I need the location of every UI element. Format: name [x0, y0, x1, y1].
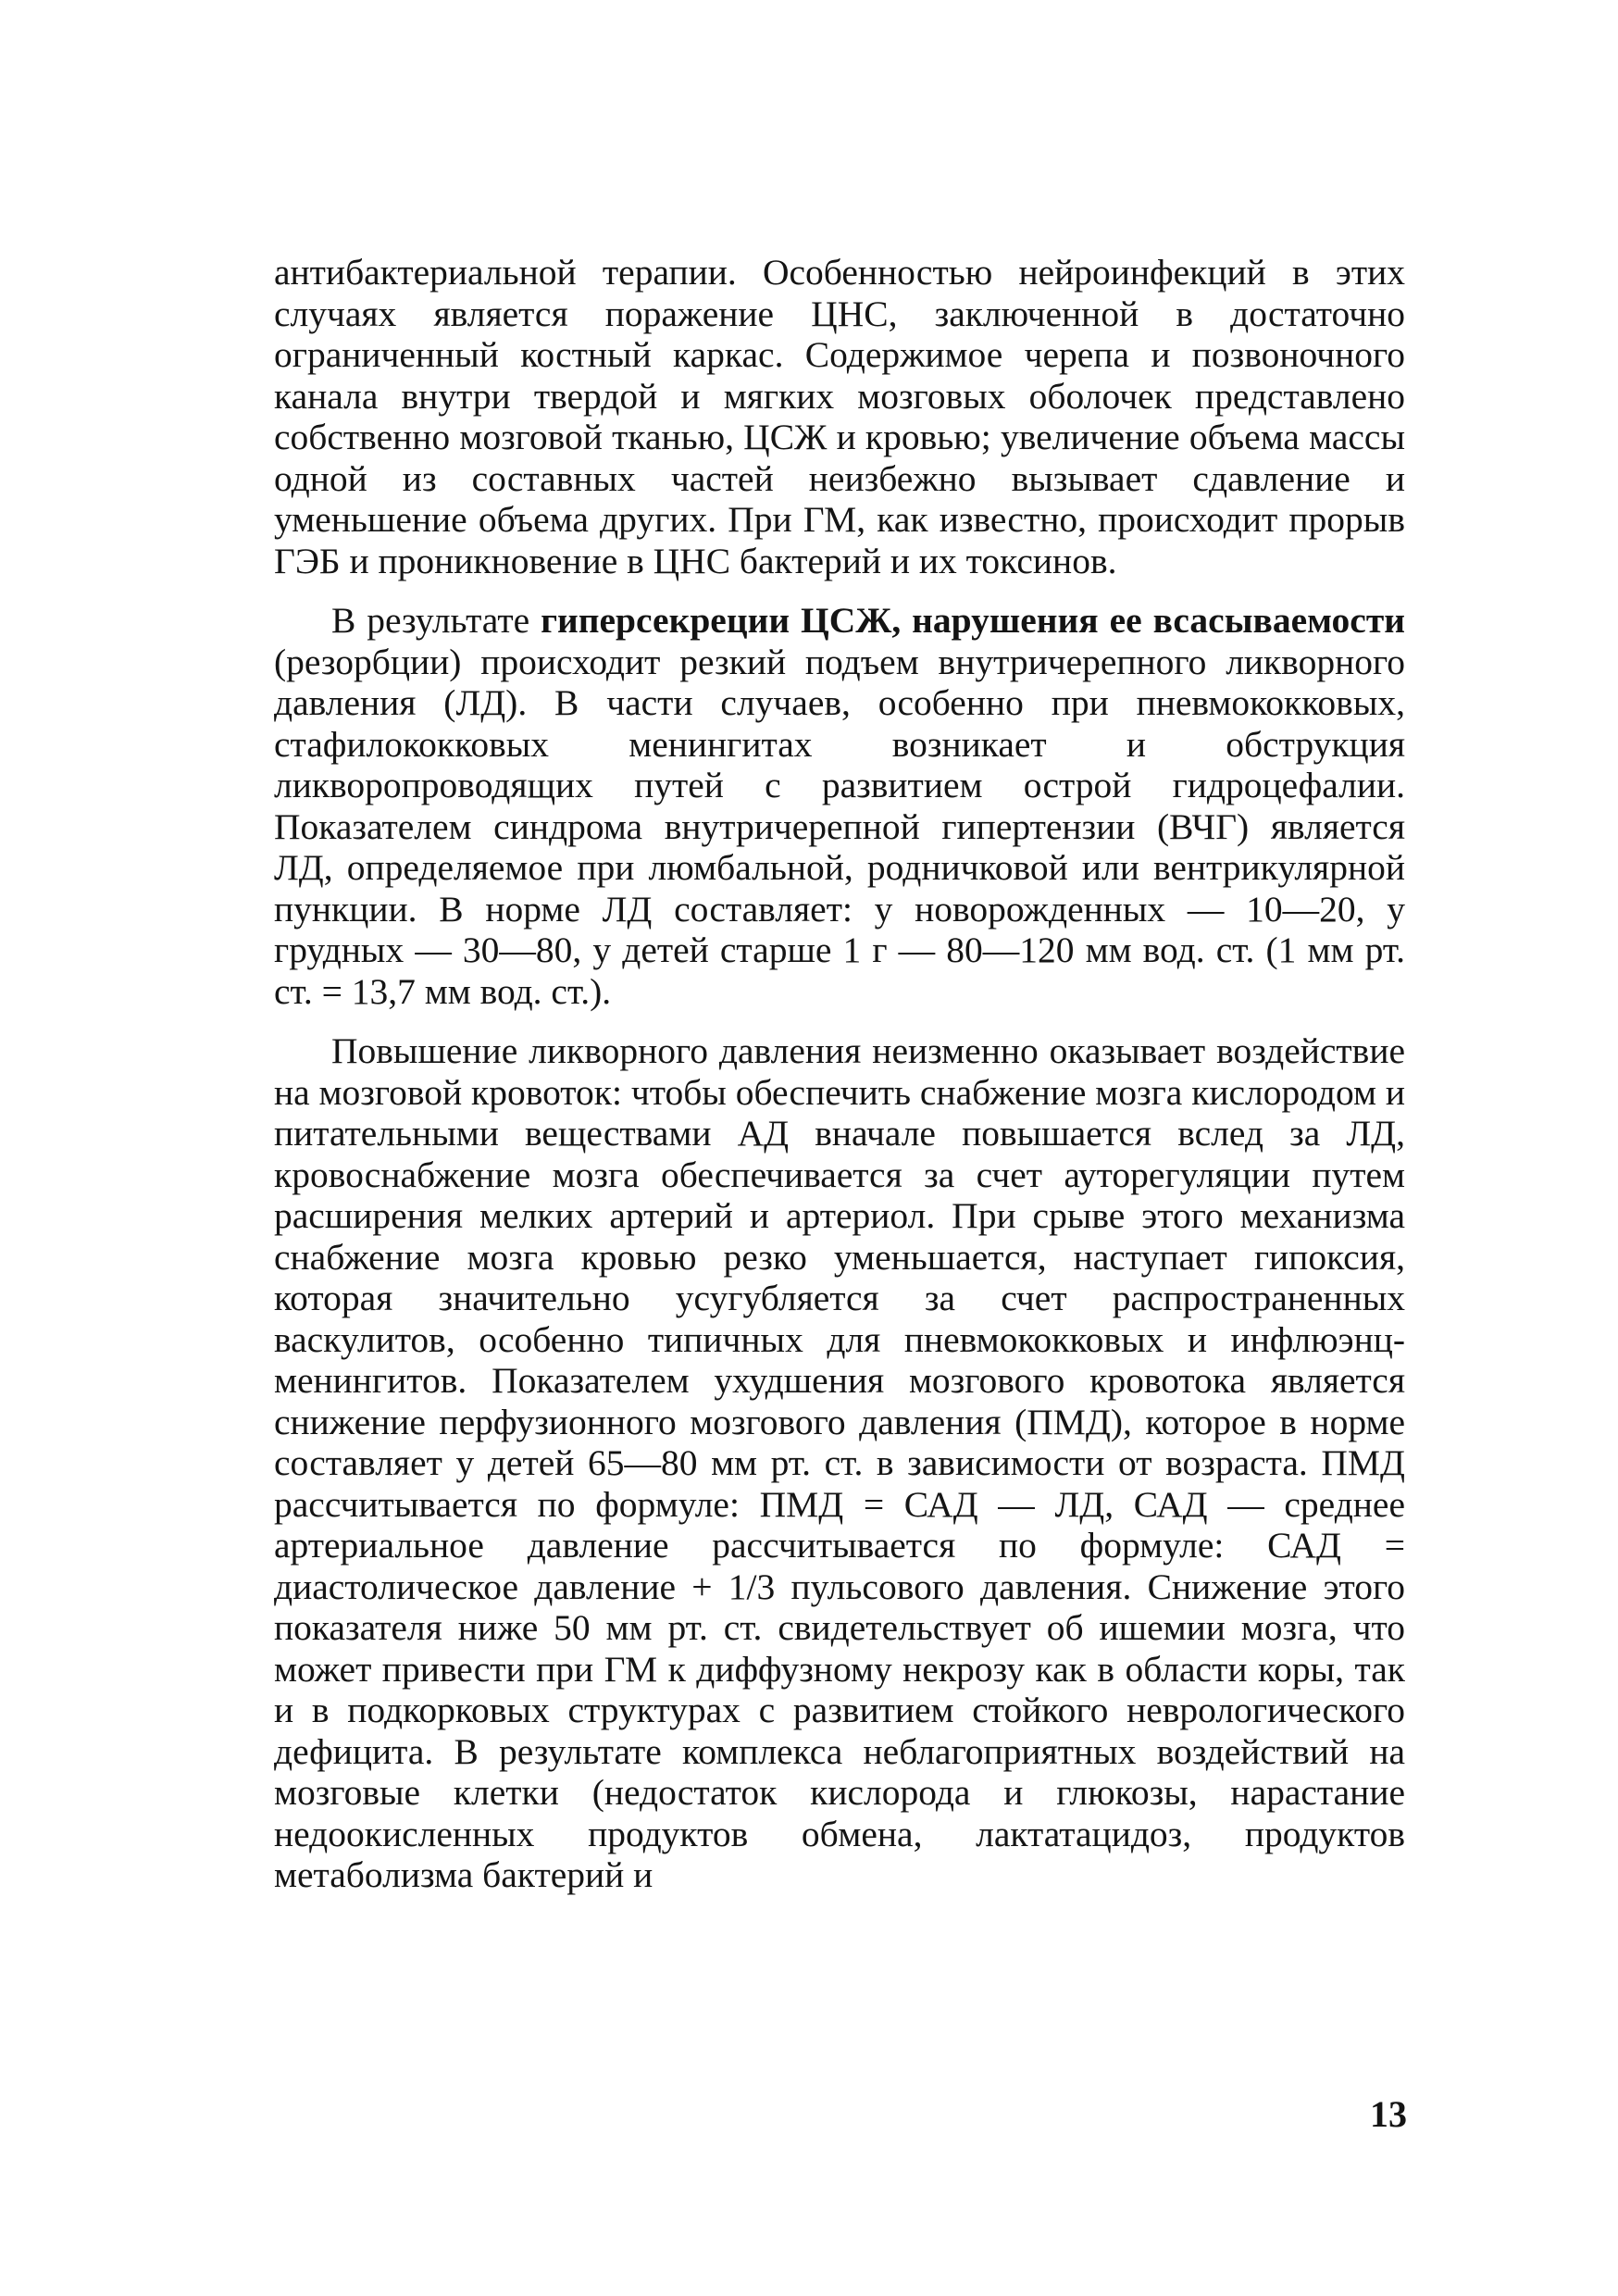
page-number: 13: [1370, 2093, 1407, 2135]
paragraph-2: [274, 600, 1405, 1012]
paragraph-3: [274, 1030, 1405, 1896]
paragraph-1-text: антибактериальной терапии. Особенностью нейроинфекций в этих случаях является поражение ЦНС, заключенной в достаточно ограниченный костный каркас. Содержимое черепа и позвоночного канала внутри твердой и мягких мозговых оболочек представлено собственно мозговой тканью, ЦСЖ и кровью; увеличение объема массы одной из составных частей неизбежно вызывает сдавление и уменьшение объема других. При ГМ, как известно, происходит прорыв ГЭБ и проникновение в ЦНС бактерий и их токсинов.: [274, 252, 1405, 581]
paragraph-2-rest: (резорбции) происходит резкий подъем внутричерепного ликворного давления (ЛД). В части случаев, особенно при пневмококковых, стафилококковых менингитах возникает и обструкция ликворопроводящих путей с развитием острой гидроцефалии. Показателем синдрома внутричерепной гипертензии (ВЧГ) является ЛД, определяемое при люмбальной, родничковой или вентрикулярной пункции. В норме ЛД составляет: у новорожденных — 10—20, у грудных — 30—80, у детей старше 1 г — 80—120 мм вод. ст. (1 мм рт. ст. = 13,7 мм вод. ст.).: [274, 641, 1405, 1012]
main-text: [274, 252, 1405, 1915]
paragraph-3-text: Повышение ликворного давления неизменно оказывает воздействие на мозговой кровоток: чтобы обеспечить снабжение мозга кислородом и питательными веществами АД вначале повышается вслед за ЛД, кровоснабжение мозга обеспечивается за счет ауторегуляции путем расширения мелких артерий и артериол. При срыве этого механизма снабжение мозга кровью резко уменьшается, наступает гипоксия, которая значительно усугубляется за счет распространенных васкулитов, особенно типичных для пневмококковых и инфлюэнц-менингитов. Показателем ухудшения мозгового кровотока является снижение перфузионного мозгового давления (ПМД), которое в норме составляет у детей 65—80 мм рт. ст. в зависимости от возраста. ПМД рассчитывается по формуле: ПМД = САД — ЛД, САД — среднее артериальное давление рассчитывается по формуле: САД = диастолическое давление + 1/3 пульсового давления. Снижение этого показателя ниже 50 мм рт. ст. свидетельствует об ишемии мозга, что может привести при ГМ к диффузному некрозу как в области коры, так и в подкорковых структурах с развитием стойкого неврологического дефицита. В результате комплекса неблагоприятных воздействий на мозговые клетки (недостаток кислорода и глюкозы, нарастание недоокисленных продуктов обмена, лактатацидоз, продуктов метаболизма бактерий и: [274, 1030, 1405, 1895]
paragraph-2-lead: В результате: [331, 600, 541, 641]
paragraph-2-emphasis: гиперсекреции ЦСЖ, нарушения ее всасываемости: [541, 600, 1405, 641]
paragraph-1: [274, 252, 1405, 581]
